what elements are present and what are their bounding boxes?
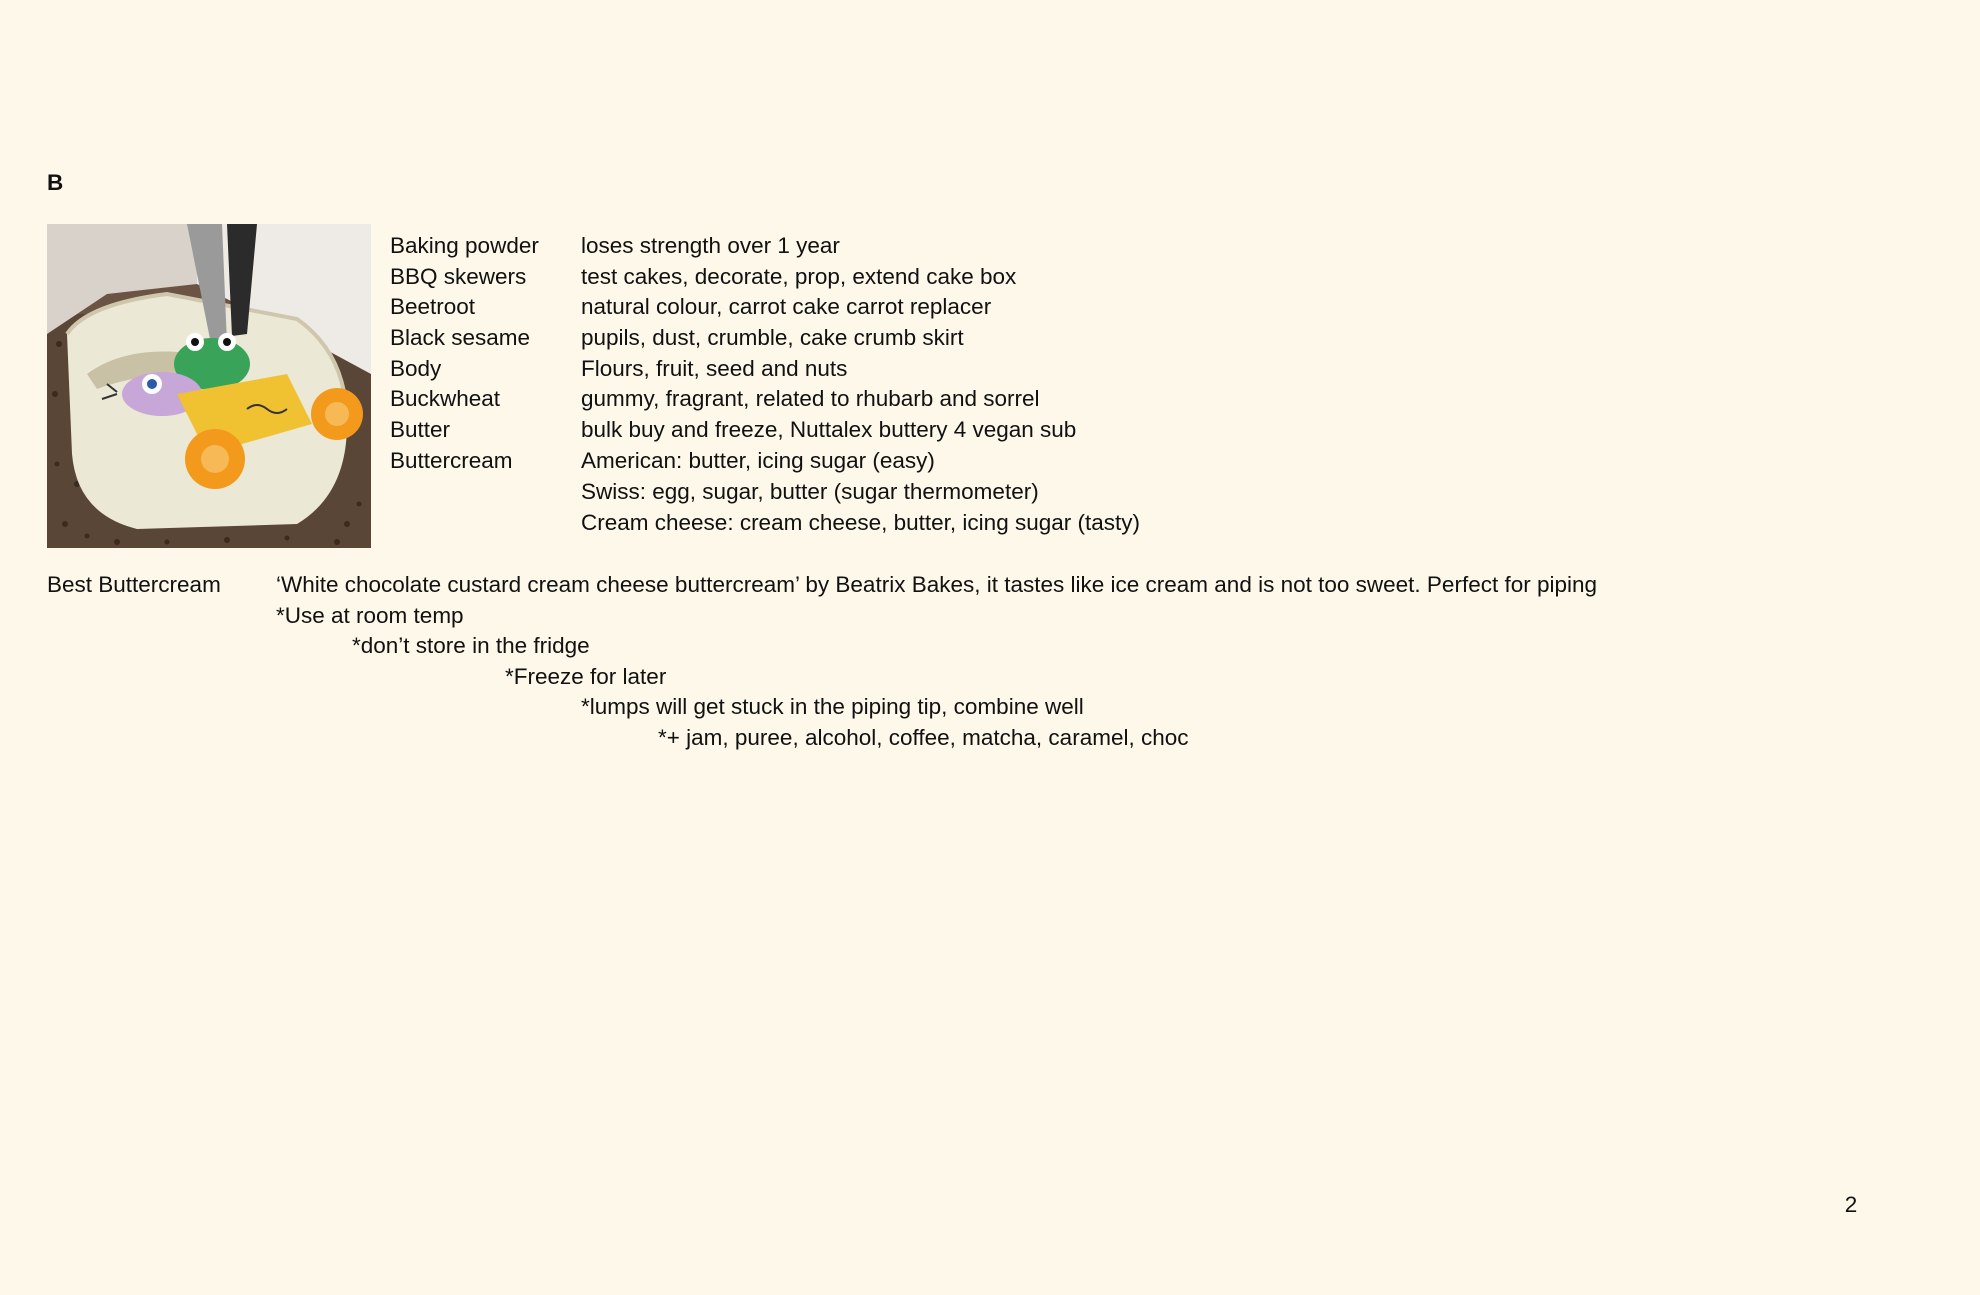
- glossary-term: Butter: [390, 417, 451, 442]
- glossary-term: Beetroot: [390, 294, 476, 319]
- glossary-definition: Swiss: egg, sugar, butter (sugar thermometer): [581, 479, 1039, 504]
- glossary-term: Buttercream: [390, 448, 513, 473]
- glossary-term: Body: [390, 356, 442, 381]
- glossary-term: BBQ skewers: [390, 264, 527, 289]
- glossary-definition: gummy, fragrant, related to rhubarb and sorrel: [581, 386, 1040, 411]
- section-heading: B: [47, 170, 64, 195]
- glossary-definition: pupils, dust, crumble, cake crumb skirt: [581, 325, 964, 350]
- glossary-definition: loses strength over 1 year: [581, 233, 840, 258]
- buttercream-tip: *Use at room temp: [276, 603, 464, 628]
- glossary-definition: American: butter, icing sugar (easy): [581, 448, 935, 473]
- glossary-term: Black sesame: [390, 325, 531, 350]
- buttercream-tip: *+ jam, puree, alcohol, coffee, matcha, caramel, choc: [658, 725, 1189, 750]
- buttercream-tip: *Freeze for later: [505, 664, 667, 689]
- glossary-definition: Flours, fruit, seed and nuts: [581, 356, 848, 381]
- buttercream-tip: *don’t store in the fridge: [352, 633, 590, 658]
- glossary-definition: test cakes, decorate, prop, extend cake box: [581, 264, 1017, 289]
- glossary-term: Buckwheat: [390, 386, 501, 411]
- glossary-term: Baking powder: [390, 233, 539, 258]
- page-number: 2: [1844, 1192, 1858, 1217]
- glossary-definition: natural colour, carrot cake carrot replacer: [581, 294, 992, 319]
- glossary-definition: bulk buy and freeze, Nuttalex buttery 4 vegan sub: [581, 417, 1077, 442]
- buttercream-tip: *lumps will get stuck in the piping tip, combine well: [581, 694, 1084, 719]
- cake-photo: [47, 224, 371, 548]
- best-buttercream-description: ‘White chocolate custard cream cheese buttercream’ by Beatrix Bakes, it tastes like ice cream and is not too sweet. Perfect for piping: [276, 572, 1598, 597]
- glossary-definition: Cream cheese: cream cheese, butter, icing sugar (tasty): [581, 510, 1140, 535]
- best-buttercream-term: Best Buttercream: [47, 572, 221, 597]
